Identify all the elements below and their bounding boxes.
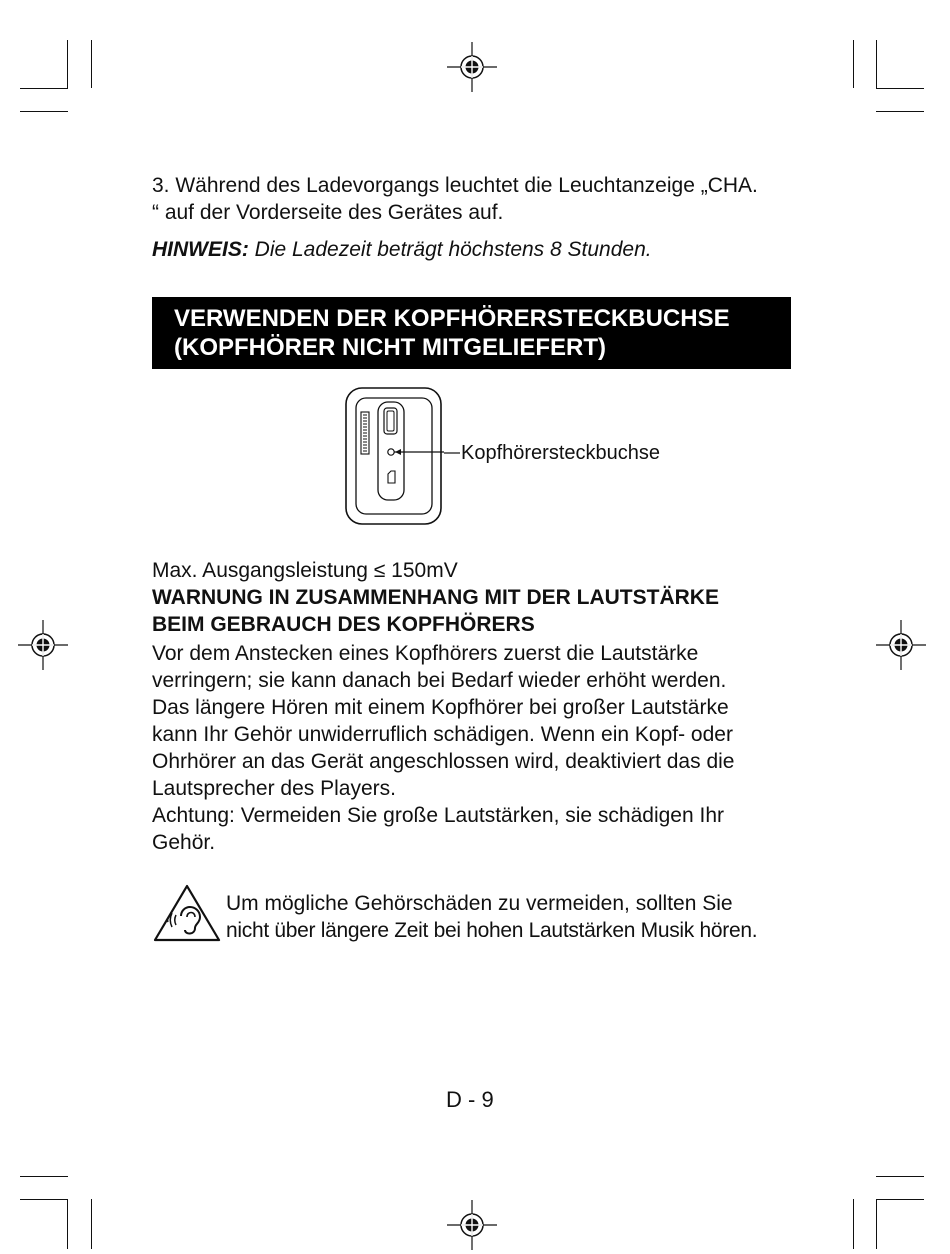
body-line: Lautsprecher des Players. xyxy=(152,777,396,800)
registration-mark-icon xyxy=(18,620,68,670)
hearing-warning-line: nicht über längere Zeit bei hohen Lautstärken Musik hören. xyxy=(226,919,758,942)
section-title-line: VERWENDEN DER KOPFHÖRERSTECKBUCHSE xyxy=(174,305,730,332)
hearing-warning-note xyxy=(226,890,757,944)
body-line: verringern; sie kann danach bei Bedarf wieder erhöht werden. xyxy=(152,669,727,692)
jack-leader-line xyxy=(444,451,460,455)
body-line: Vor dem Anstecken eines Kopfhörers zuerst die Lautstärke xyxy=(152,642,699,665)
hint-note xyxy=(152,236,652,263)
section-heading-banner xyxy=(152,297,791,369)
body-line: Gehör. xyxy=(152,831,216,854)
headphone-jack-label: Kopfhörersteckbuchse xyxy=(461,442,661,464)
max-output-spec: Max. Ausgangsleistung ≤ 150mV xyxy=(152,559,458,582)
body-line: Achtung: Vermeiden Sie große Lautstärken, sie schädigen Ihr xyxy=(152,804,725,827)
body-line: Ohrhörer an das Gerät angeschlossen wird, deaktiviert das die xyxy=(152,750,735,773)
warning-body-paragraph xyxy=(152,640,734,856)
step-3-line: 3. Während des Ladevorgangs leuchtet die Leuchtanzeige „CHA. xyxy=(152,174,758,197)
registration-mark-icon xyxy=(447,42,497,92)
hint-text: Die Ladezeit beträgt höchstens 8 Stunden. xyxy=(248,238,652,261)
device-side-panel-illustration xyxy=(344,386,444,526)
step-3-line: “ auf der Vorderseite des Gerätes auf. xyxy=(152,201,504,224)
hearing-warning-line: Um mögliche Gehörschäden zu vermeiden, sollten Sie xyxy=(226,892,733,915)
body-line: Das längere Hören mit einem Kopfhörer bei großer Lautstärke xyxy=(152,696,729,719)
step-3-paragraph xyxy=(152,172,758,226)
section-title-line: (KOPFHÖRER NICHT MITGELIEFERT) xyxy=(174,334,606,361)
hearing-damage-warning-icon xyxy=(152,883,222,943)
warning-heading-line: BEIM GEBRAUCH DES KOPFHÖRERS xyxy=(152,613,535,636)
volume-warning-heading xyxy=(152,584,719,638)
hint-label: HINWEIS: xyxy=(152,238,249,261)
body-line: kann Ihr Gehör unwiderruflich schädigen. Wenn ein Kopf- oder xyxy=(152,723,733,746)
registration-mark-icon xyxy=(876,620,926,670)
warning-heading-line: WARNUNG IN ZUSAMMENHANG MIT DER LAUTSTÄRKE xyxy=(152,586,719,609)
registration-mark-icon xyxy=(447,1200,497,1250)
page-number: D - 9 xyxy=(446,1087,494,1112)
